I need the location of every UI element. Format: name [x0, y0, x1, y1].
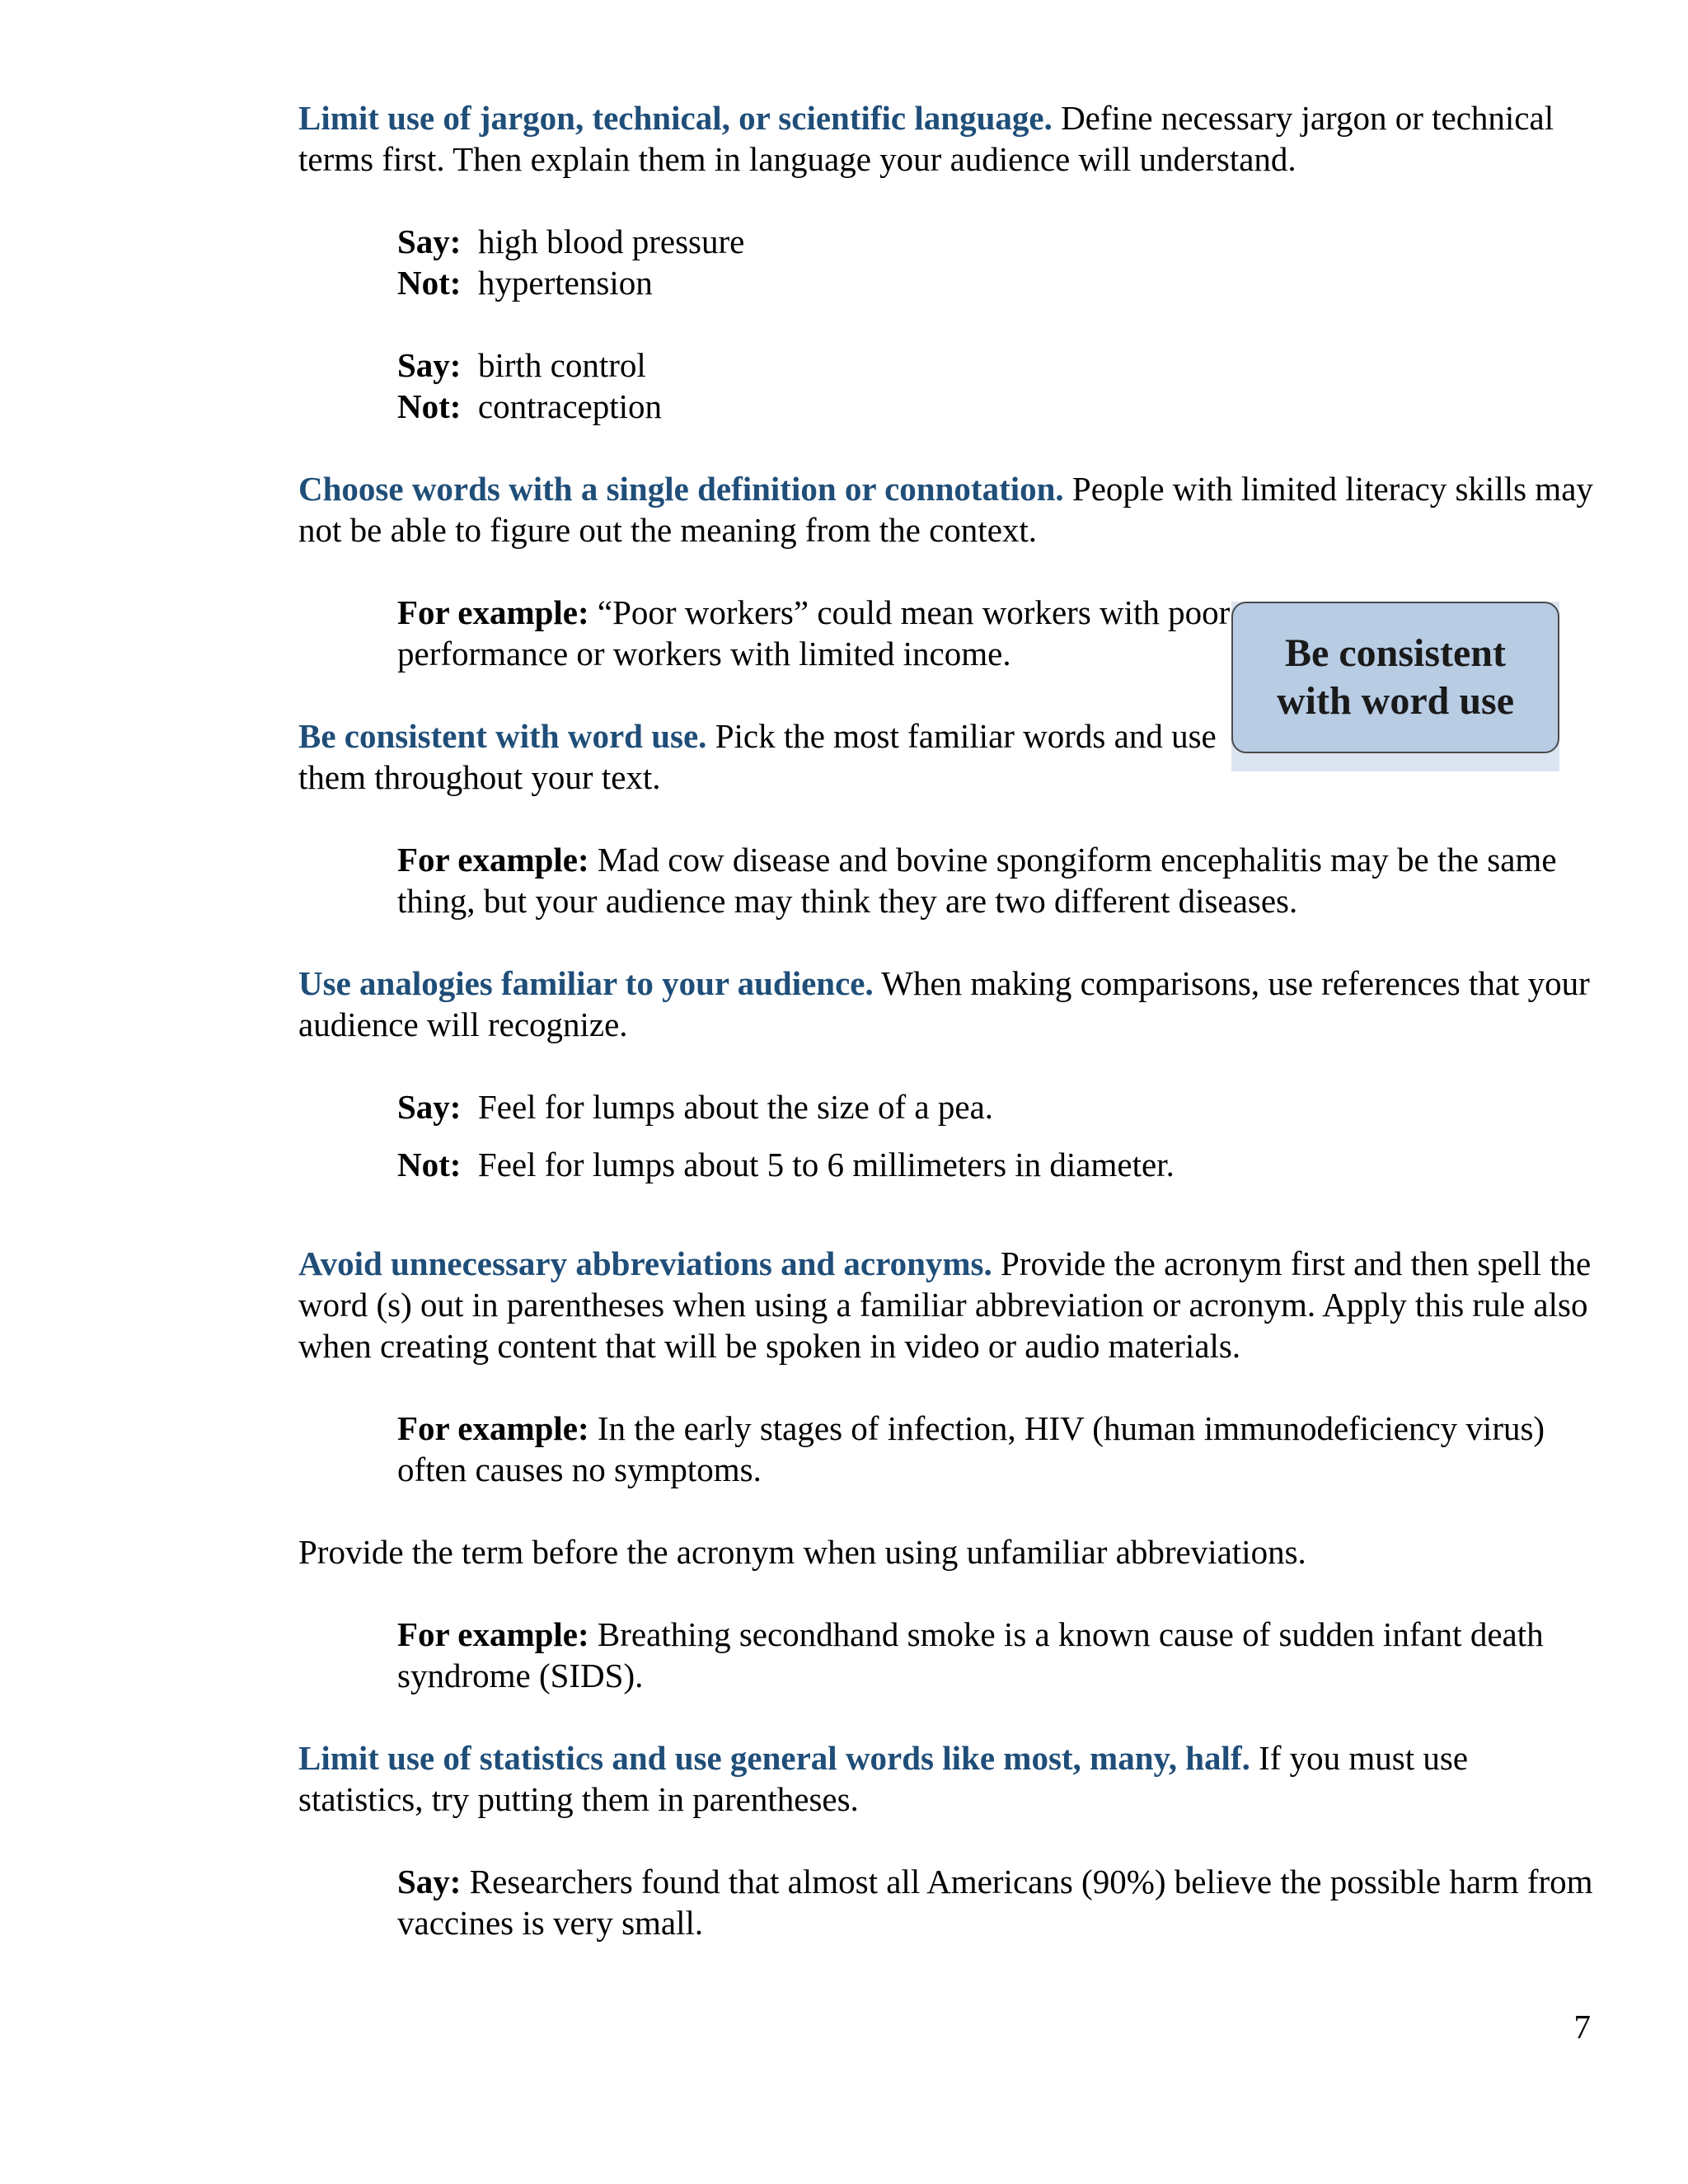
abbreviations-example-2 — [397, 1614, 1601, 1696]
example-label: For example: — [397, 1409, 589, 1447]
statistics-heading: Limit use of statistics and use general words like most, many, half. — [298, 1739, 1250, 1777]
analogies-heading: Use analogies familiar to your audience. — [298, 964, 874, 1002]
jargon-pair-2 — [397, 344, 1601, 427]
say-text: Researchers found that almost all Americans (90%) believe the possible harm from vaccines is very small. — [397, 1863, 1593, 1942]
abbreviations-heading: Avoid unnecessary abbreviations and acronyms. — [298, 1244, 992, 1282]
not-row — [397, 386, 1601, 427]
callout-label — [1231, 602, 1559, 753]
not-label: Not: — [397, 387, 462, 425]
consistent-example — [397, 839, 1601, 921]
not-row — [397, 262, 1601, 303]
single-definition-heading: Choose words with a single definition or connotation. — [298, 470, 1064, 508]
jargon-pair-1 — [397, 221, 1601, 303]
say-label: Say: — [397, 346, 462, 384]
analogies-body: When making comparisons, use references that your audience will recognize. — [298, 964, 1590, 1043]
example-text: “Poor workers” could mean workers with poor performance or workers with limited income. — [397, 593, 1231, 673]
not-text: contraception — [477, 387, 663, 425]
say-label: Say: — [397, 1088, 462, 1126]
consistent-body: Pick the most familiar words and use them throughout your text. — [298, 717, 1217, 796]
callout-line-2: with word use — [1276, 679, 1515, 723]
statistics-body: If you must use statistics, try putting them in parentheses. — [298, 1739, 1469, 1818]
consistent-heading: Be consistent with word use. — [298, 717, 707, 755]
not-row — [397, 1144, 1601, 1185]
statistics-paragraph — [298, 1737, 1601, 1820]
single-definition-paragraph — [298, 468, 1601, 551]
abbreviations-body: Provide the acronym first and then spell the word (s) out in parentheses when using a familiar abbreviation or acronym. Apply this rule also when creating content that will be spoken in video or audio materials. — [298, 1244, 1592, 1365]
not-text: Feel for lumps about 5 to 6 millimeters in diameter. — [477, 1146, 1175, 1183]
consistent-paragraph — [298, 715, 1221, 798]
example-text: Breathing secondhand smoke is a known cause of sudden infant death syndrome (SIDS). — [397, 1615, 1544, 1694]
page-number: 7 — [1573, 2008, 1591, 2046]
not-label: Not: — [397, 1146, 462, 1183]
unfamiliar-abbreviations-paragraph: Provide the term before the acronym when using unfamiliar abbreviations. — [298, 1533, 1306, 1571]
single-definition-body: People with limited literacy skills may not be able to figure out the meaning from the context. — [298, 470, 1593, 549]
say-row — [397, 221, 1601, 262]
jargon-heading: Limit use of jargon, technical, or scientific language. — [298, 99, 1053, 137]
say-label: Say: — [397, 223, 462, 260]
example-label: For example: — [397, 1615, 589, 1653]
say-row — [397, 1086, 1601, 1127]
not-label: Not: — [397, 264, 462, 302]
say-text: high blood pressure — [477, 223, 745, 260]
document-page — [298, 97, 1601, 1985]
abbreviations-example — [397, 1408, 1601, 1490]
say-label: Say: — [397, 1863, 462, 1900]
example-text: Mad cow disease and bovine spongiform encephalitis may be the same thing, but your audience may think they are two different diseases. — [397, 841, 1557, 920]
not-text: hypertension — [477, 264, 653, 302]
example-text: In the early stages of infection, HIV (human immunodeficiency virus) often causes no symptoms. — [397, 1409, 1545, 1488]
single-definition-example — [397, 592, 1271, 674]
analogies-pair — [397, 1086, 1601, 1185]
say-row — [397, 344, 1601, 386]
statistics-example — [397, 1861, 1601, 1943]
say-text: Feel for lumps about the size of a pea. — [477, 1088, 994, 1126]
callout-line-1: Be consistent — [1285, 631, 1506, 675]
callout-box — [1231, 602, 1559, 771]
example-label: For example: — [397, 593, 589, 631]
abbreviations-paragraph — [298, 1243, 1601, 1366]
jargon-body: Define necessary jargon or technical terms first. Then explain them in language your audience will understand. — [298, 99, 1554, 178]
jargon-paragraph — [298, 97, 1601, 180]
say-text: birth control — [477, 346, 646, 384]
example-label: For example: — [397, 841, 589, 879]
analogies-paragraph — [298, 963, 1601, 1045]
